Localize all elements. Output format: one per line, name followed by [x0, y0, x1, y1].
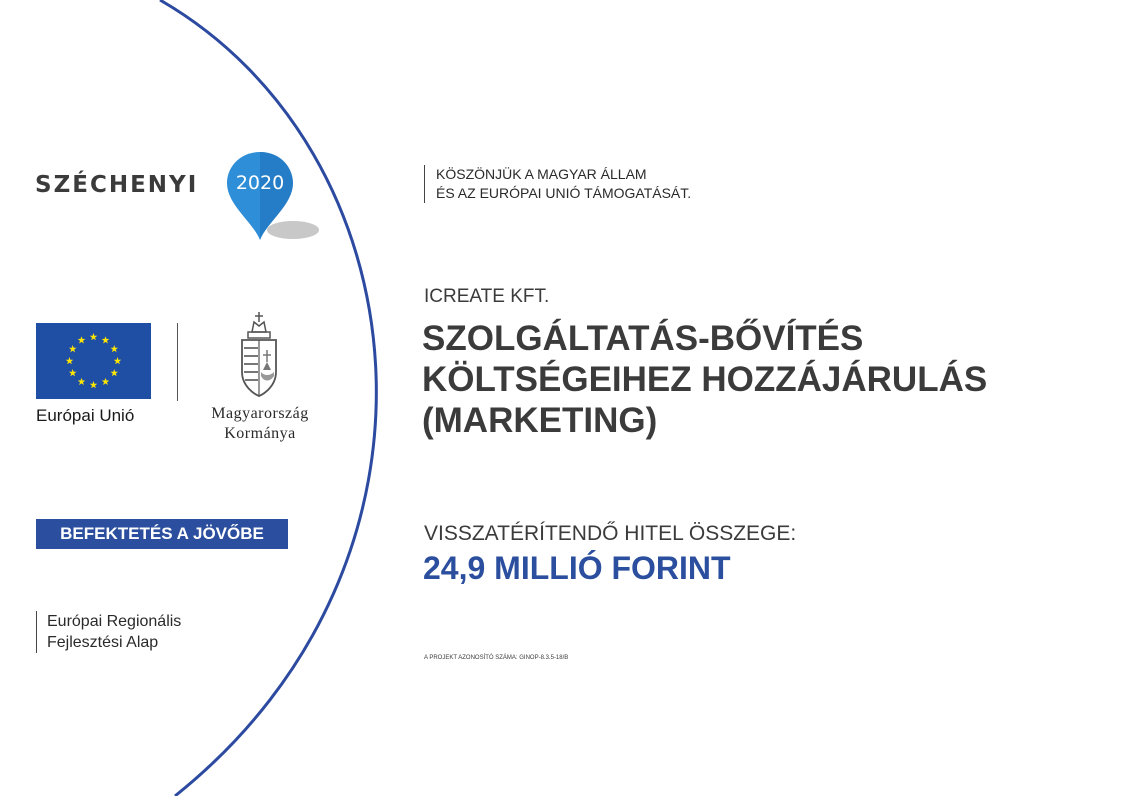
loan-label: VISSZATÉRÍTENDŐ HITEL ÖSSZEGE:: [424, 522, 797, 545]
szechenyi-wordmark: SZÉCHENYI: [35, 172, 199, 198]
investment-badge: BEFEKTETÉS A JÖVŐBE: [36, 519, 288, 549]
thanks-note: [424, 165, 691, 203]
thanks-line1: KÖSZÖNJÜK A MAGYAR ÁLLAM: [436, 166, 647, 182]
loan-amount: 24,9 MILLIÓ FORINT: [423, 550, 731, 586]
coat-of-arms-icon: [234, 310, 284, 398]
company-name: ICREATE KFT.: [424, 286, 550, 307]
location-pin-icon: [225, 150, 325, 245]
project-title: [422, 318, 987, 441]
project-title-line1: SZOLGÁLTATÁS-BŐVÍTÉS: [422, 319, 864, 358]
project-title-line2: KÖLTSÉGEIHEZ HOZZÁJÁRULÁS: [422, 360, 988, 399]
project-title-line3: (MARKETING): [422, 401, 658, 440]
government-label-line1: Magyarország: [211, 405, 309, 422]
government-label-line2: Kormánya: [224, 425, 296, 442]
eu-label: Európai Unió: [36, 406, 135, 425]
szechenyi-2020-logo: [35, 150, 305, 245]
fund-label: [36, 611, 181, 653]
szechenyi-year: 2020: [235, 172, 285, 194]
fund-label-line1: Európai Regionális: [47, 613, 182, 630]
fund-label-line2: Fejlesztési Alap: [47, 634, 159, 651]
government-label: [190, 404, 330, 444]
eu-flag-icon: [36, 323, 151, 399]
project-id: A PROJEKT AZONOSÍTÓ SZÁMA: GINOP-8.3.5-18/B: [424, 655, 569, 661]
logo-divider: [177, 323, 178, 401]
thanks-line2: ÉS AZ EURÓPAI UNIÓ TÁMOGATÁSÁT.: [436, 185, 692, 201]
